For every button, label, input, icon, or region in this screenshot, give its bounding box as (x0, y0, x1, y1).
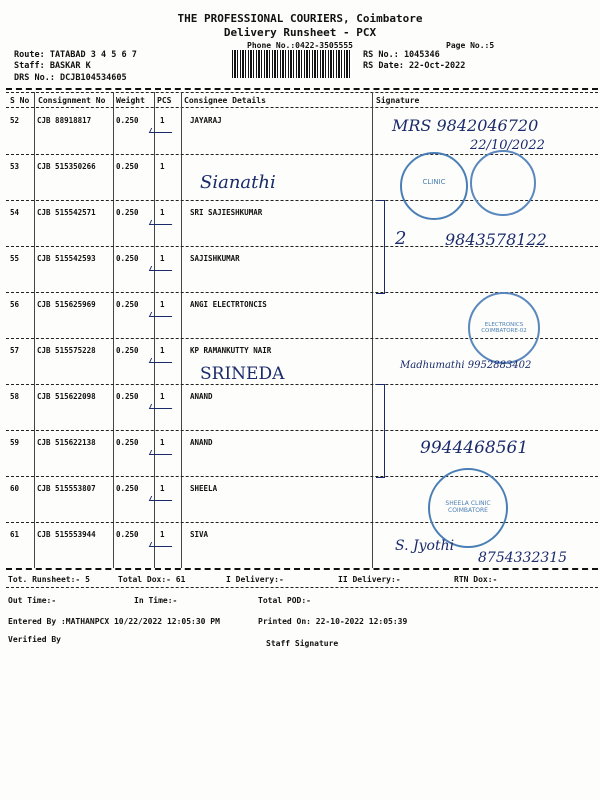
row-weight: 0.250 (116, 438, 139, 447)
row-sno: 55 (10, 254, 20, 263)
pen-tick-mark (149, 404, 174, 409)
row-consignment: CJB 515350266 (37, 162, 96, 171)
verified-by: Verified By (8, 635, 61, 644)
round-stamp (470, 150, 536, 216)
row-pcs: 1 (160, 346, 165, 355)
out-time: Out Time:- (8, 596, 57, 605)
row-sno: 61 (10, 530, 20, 539)
row-consignment: CJB 515625969 (37, 300, 96, 309)
col-signature: Signature (376, 96, 420, 105)
handwritten-name: Sianathi (200, 172, 276, 193)
footer-rule (6, 587, 598, 588)
row-pcs: 1 (160, 484, 165, 493)
handwritten-phone: 8754332315 (478, 550, 568, 566)
row-weight: 0.250 (116, 116, 139, 125)
pen-tick-mark (149, 220, 174, 225)
header-rule-top-2 (6, 92, 598, 93)
bracket-mark (376, 200, 385, 294)
rtn-dox: RTN Dox:- (454, 575, 498, 584)
entered-by: Entered By :MATHANPCX 10/22/2022 12:05:30 PM (8, 617, 220, 626)
col-sno: S No (10, 96, 30, 105)
handwritten-circle-number: 2 (395, 228, 407, 249)
row-consignment: CJB 515622138 (37, 438, 96, 447)
table-bottom-rule (6, 568, 598, 570)
row-weight: 0.250 (116, 208, 139, 217)
handwritten-name: S. Jyothi (395, 538, 455, 554)
row-pcs: 1 (160, 530, 165, 539)
row-consignee: JAYARAJ (190, 116, 222, 125)
row-consignee: ANGI ELECTRTONCIS (190, 300, 267, 309)
row-weight: 0.250 (116, 300, 139, 309)
pen-tick-mark (149, 128, 174, 133)
company-title: THE PROFESSIONAL COURIERS, Coimbatore (177, 12, 423, 25)
row-consignment: CJB 88918817 (37, 116, 92, 125)
row-pcs: 1 (160, 392, 165, 401)
row-consignee: SIVA (190, 530, 209, 539)
row-divider (6, 384, 598, 385)
i-delivery: I Delivery:- (226, 575, 284, 584)
header-rule-bottom (6, 107, 598, 108)
pen-tick-mark (149, 542, 174, 547)
in-time: In Time:- (134, 596, 178, 605)
row-sno: 60 (10, 484, 20, 493)
handwritten-signature: Madhumathi 9952883402 (400, 360, 532, 371)
row-pcs: 1 (160, 300, 165, 309)
row-sno: 58 (10, 392, 20, 401)
row-weight: 0.250 (116, 530, 139, 539)
row-divider (6, 522, 598, 523)
row-consignment: CJB 515542593 (37, 254, 96, 263)
row-weight: 0.250 (116, 484, 139, 493)
row-sno: 57 (10, 346, 20, 355)
document-title: Delivery Runsheet - PCX (223, 26, 377, 39)
handwritten-date: 22/10/2022 (470, 138, 545, 153)
row-divider (6, 476, 598, 477)
row-consignment: CJB 515622098 (37, 392, 96, 401)
row-pcs: 1 (160, 208, 165, 217)
row-weight: 0.250 (116, 162, 139, 171)
row-pcs: 1 (160, 162, 165, 171)
staff-signature: Staff Signature (266, 639, 339, 648)
row-consignment: CJB 515553807 (37, 484, 96, 493)
col-pcs: PCS (157, 96, 172, 105)
row-pcs: 1 (160, 116, 165, 125)
handwritten-name: SRINEDA (200, 364, 285, 384)
total-runsheet: Tot. Runsheet:- 5 (8, 575, 90, 584)
pen-tick-mark (149, 358, 174, 363)
pen-tick-mark (149, 312, 174, 317)
row-consignment: CJB 515542571 (37, 208, 96, 217)
handwritten-phone: 9944468561 (420, 438, 529, 458)
sheela-clinic-stamp: SHEELA CLINIC COIMBATORE (428, 468, 508, 548)
row-weight: 0.250 (116, 254, 139, 263)
electronics-stamp: ELECTRONICS COIMBATORE-02 (468, 292, 540, 364)
row-consignee: ANAND (190, 438, 213, 447)
route: Route: TATABAD 3 4 5 6 7 (14, 50, 137, 60)
row-sno: 54 (10, 208, 20, 217)
printed-on: Printed On: 22-10-2022 12:05:39 (258, 617, 408, 626)
row-divider (6, 430, 598, 431)
handwritten-phone: 9843578122 (445, 230, 547, 249)
row-consignee: ANAND (190, 392, 213, 401)
col-divider (34, 92, 35, 568)
row-weight: 0.250 (116, 392, 139, 401)
row-consignee: SHEELA (190, 484, 218, 493)
row-consignment: CJB 515575228 (37, 346, 96, 355)
row-pcs: 1 (160, 254, 165, 263)
row-sno: 52 (10, 116, 20, 125)
row-consignee: SAJISHKUMAR (190, 254, 240, 263)
col-weight: Weight (116, 96, 145, 105)
pen-tick-mark (149, 496, 174, 501)
total-dox: Total Dox:- 61 (118, 575, 186, 584)
row-sno: 56 (10, 300, 20, 309)
row-sno: 53 (10, 162, 20, 171)
page-number: Page No.:5 (446, 41, 495, 50)
col-consignment: Consignment No (38, 96, 106, 105)
col-consignee: Consignee Details (184, 96, 266, 105)
rs-date: RS Date: 22-Oct-2022 (363, 61, 466, 71)
pen-tick-mark (149, 266, 174, 271)
header-rule-top (6, 88, 598, 90)
col-divider (181, 92, 182, 568)
col-divider (113, 92, 114, 568)
phone-number: Phone No.:0422-3505555 (247, 41, 353, 50)
pen-tick-mark (149, 450, 174, 455)
rs-number: RS No.: 1045346 (363, 50, 440, 60)
row-sno: 59 (10, 438, 20, 447)
row-consignment: CJB 515553944 (37, 530, 96, 539)
total-pod: Total POD:- (258, 596, 311, 605)
row-consignee: SRI SAJIESHKUMAR (190, 208, 263, 217)
handwritten-signature: MRS 9842046720 (392, 116, 539, 135)
barcode (232, 50, 352, 78)
col-divider (372, 92, 373, 568)
drs-number: DRS No.: DCJB104534605 (14, 73, 127, 83)
row-pcs: 1 (160, 438, 165, 447)
row-weight: 0.250 (116, 346, 139, 355)
row-consignee: KP RAMANKUTTY NAIR (190, 346, 272, 355)
staff: Staff: BASKAR K (14, 61, 91, 71)
ii-delivery: II Delivery:- (338, 575, 401, 584)
bracket-mark (376, 384, 385, 478)
clinic-stamp: CLINIC (400, 152, 468, 220)
